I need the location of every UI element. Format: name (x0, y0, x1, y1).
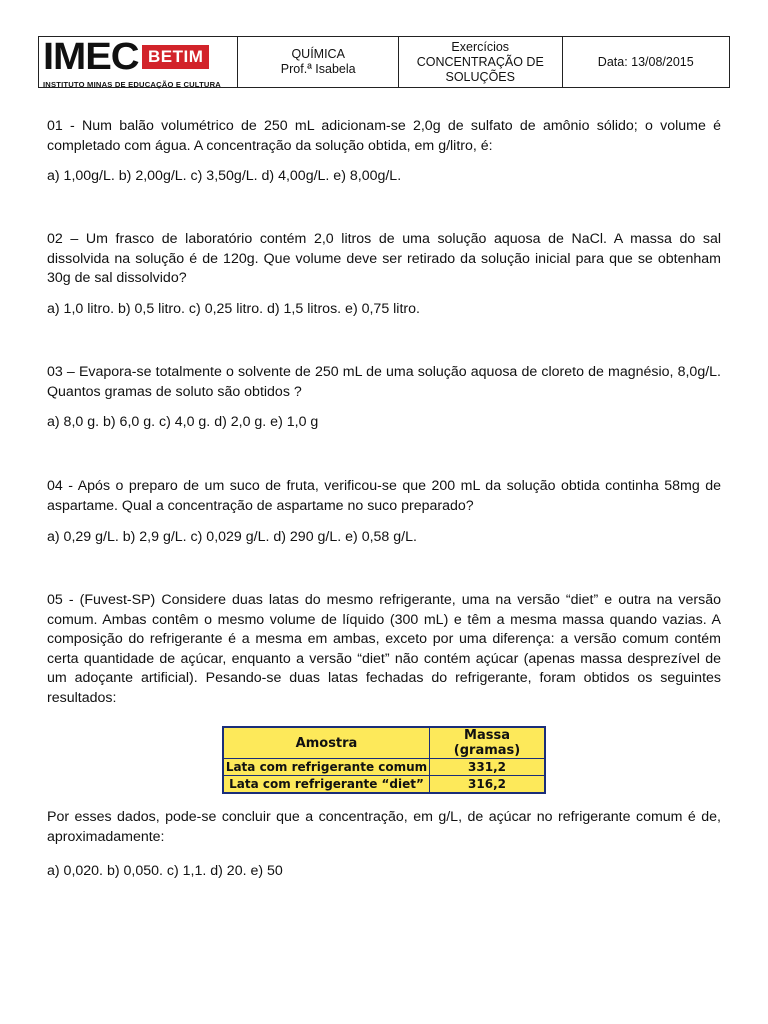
question-5-followup: Por esses dados, pode-se concluir que a concentração, em g/L, de açúcar no refrigerante comum é de, aproximadamente: (47, 809, 721, 845)
subject-cell (238, 37, 399, 87)
table-row (223, 759, 545, 776)
question-4-options: a) 0,29 g/L. b) 2,9 g/L. c) 0,029 g/L. d) 290 g/L. e) 0,58 g/L. (47, 529, 417, 545)
exercise-type: Exercícios (451, 39, 510, 54)
question-2-options: a) 1,0 litro. b) 0,5 litro. c) 0,25 litro. d) 1,5 litros. e) 0,75 litro. (47, 301, 420, 317)
question-3-options: a) 8,0 g. b) 6,0 g. c) 4,0 g. d) 2,0 g. e) 1,0 g (47, 414, 319, 430)
logo-subtitle: INSTITUTO MINAS DE EDUCAÇÃO E CULTURA (43, 80, 221, 89)
question-2: 02 – Um frasco de laboratório contém 2,0 litros de uma solução aquosa de NaCl. A massa do sal dissolvida na solução é de 120g. Que volume deve ser retirado da solução inicial para que se obtenham 30g de sal dissolvido? (47, 231, 721, 286)
table-header-row (223, 727, 545, 759)
logo (43, 36, 209, 78)
question-4: 04 - Após o preparo de um suco de fruta, verificou-se que 200 mL da solução obtida continha 58mg de aspartame. Qual a concentração de aspartame no suco preparado? (47, 478, 721, 514)
table-row (223, 776, 545, 794)
question-3: 03 – Evapora-se totalmente o solvente de 250 mL de uma solução aquosa de cloreto de magnésio, 8,0g/L. Quantos gramas de soluto são obtidos ? (47, 364, 721, 400)
logo-badge-betim: BETIM (142, 45, 209, 69)
document-header (38, 36, 730, 88)
topic: CONCENTRAÇÃO DE SOLUÇÕES (416, 54, 544, 84)
date-cell (563, 37, 730, 87)
subject: QUÍMICA (291, 47, 345, 61)
date: Data: 13/08/2015 (597, 54, 694, 69)
table-cell: Lata com refrigerante comum (223, 759, 430, 776)
question-5-options: a) 0,020. b) 0,050. c) 1,1. d) 20. e) 50 (47, 863, 283, 879)
table-header: Amostra (223, 727, 430, 759)
question-1: 01 - Num balão volumétrico de 250 mL adicionam-se 2,0g de sulfato de amônio sólido; o volume é completado com água. A concentração da solução obtida, em g/litro, é: (47, 118, 721, 154)
logo-imec: IMEC (43, 36, 139, 78)
results-table (222, 726, 546, 794)
table-cell: 331,2 (430, 759, 546, 776)
logo-block (39, 37, 238, 87)
table-cell: Lata com refrigerante “diet” (223, 776, 430, 794)
table-cell: 316,2 (430, 776, 546, 794)
teacher: Prof.ª Isabela (280, 62, 356, 76)
question-1-options: a) 1,00g/L. b) 2,00g/L. c) 3,50g/L. d) 4,00g/L. e) 8,00g/L. (47, 168, 402, 184)
question-5: 05 - (Fuvest-SP) Considere duas latas do mesmo refrigerante, uma na versão “diet” e outra na versão comum. Ambas contêm o mesmo volume de líquido (300 mL) e têm a mesma massa quando vazias. A composição do refrigerante é a mesma em ambas, exceto por uma diferença: a versão comum contém certa quantidade de açúcar, enquanto a versão “diet” não contém açúcar (apenas massa desprezível de um adoçante artificial). Pesando-se duas latas fechadas do refrigerante, foram obtidos os seguintes resultados: (47, 592, 721, 706)
table-header: Massa (gramas) (430, 727, 546, 759)
topic-cell (399, 37, 563, 87)
